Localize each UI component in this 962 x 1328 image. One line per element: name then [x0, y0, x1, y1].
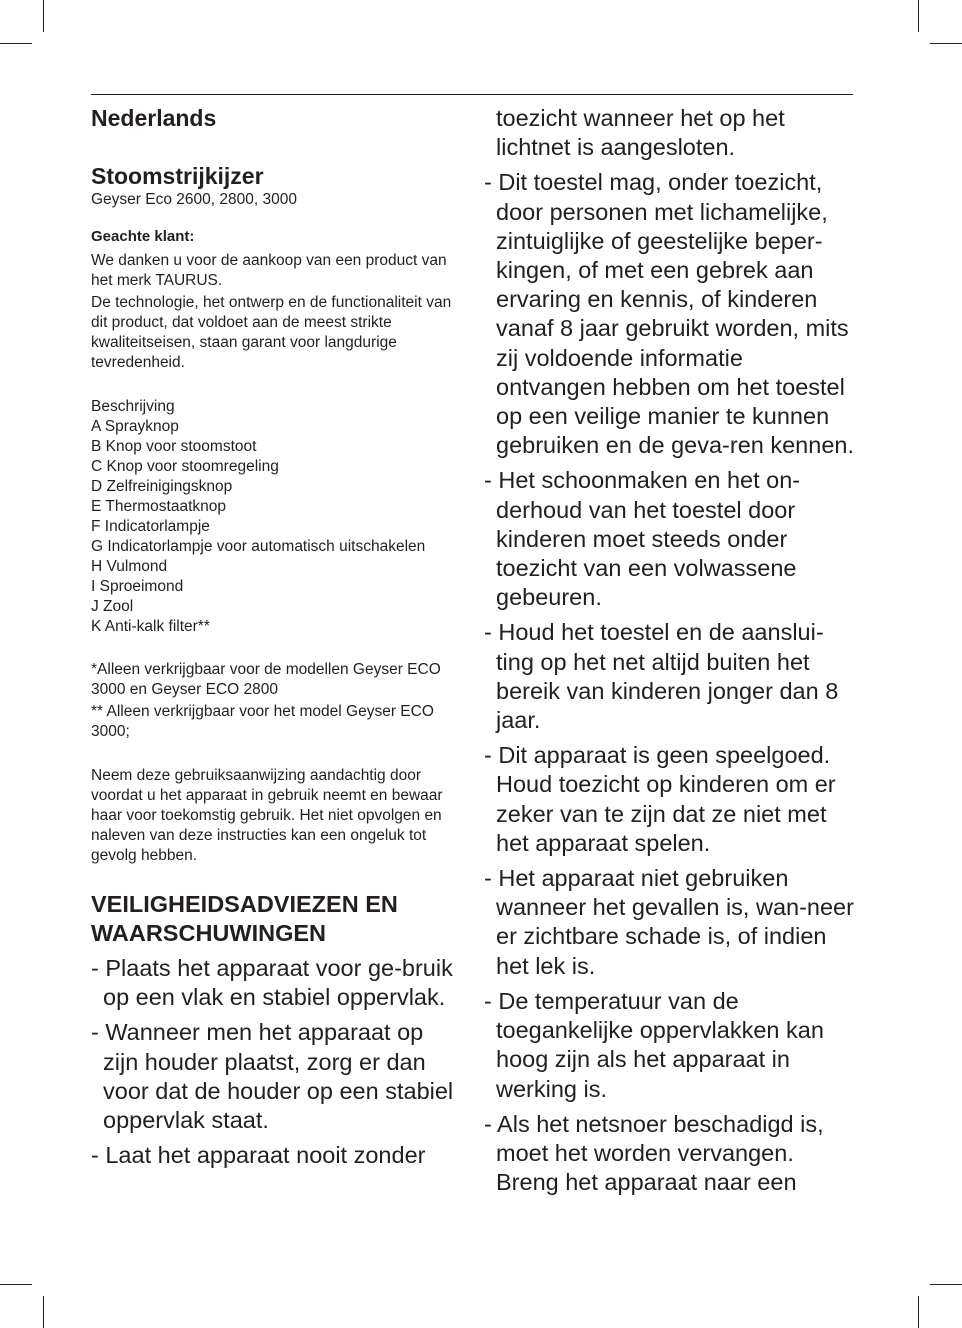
safety-list-right	[484, 168, 856, 1197]
intro-paragraph: We danken u voor de aankoop van een product van het merk TAURUS.	[91, 252, 447, 289]
left-column	[91, 104, 463, 1176]
description-item: K Anti-kalk filter**	[91, 618, 210, 635]
description-item: C Knop voor stoomregeling	[91, 458, 279, 475]
crop-mark-top-right-h	[930, 43, 962, 44]
language-title: Nederlands	[91, 105, 217, 131]
description-item: H Vulmond	[91, 558, 168, 575]
safety-item: - Het apparaat niet gebruiken wanneer het gevallen is, wan-neer er zichtbare schade is, of indien het lek is.	[484, 865, 854, 979]
crop-mark-bottom-right-v	[918, 1296, 919, 1328]
intro-paragraph: De technologie, het ontwerp en de functionaliteit van dit product, dat voldoet aan de meest strikte kwaliteitseisen, staan garant voor langdurige tevredenheid.	[91, 294, 452, 371]
description-item: F Indicatorlampje	[91, 518, 210, 535]
safety-item-continuation: toezicht wanneer het op het lichtnet is aangesloten.	[496, 105, 785, 161]
safety-item: - Houd het toestel en de aanslui-ting op het net altijd buiten het bereik van kinderen jonger dan 8 jaar.	[484, 619, 839, 734]
safety-item: - Wanneer men het apparaat op zijn houder plaatst, zorg er dan voor dat de houder op een stabiel oppervlak staat.	[91, 1019, 454, 1134]
footnotes	[91, 660, 463, 742]
safety-title: VEILIGHEIDSADVIEZEN EN WAARSCHUWINGEN	[91, 891, 398, 946]
footnote: ** Alleen verkrijgbaar voor het model Geyser ECO 3000;	[91, 703, 434, 740]
description-heading: Beschrijving	[91, 398, 175, 415]
safety-list-left	[91, 954, 463, 1170]
safety-item: - Laat het apparaat nooit zonder	[91, 1142, 426, 1169]
crop-mark-bottom-left-v	[43, 1296, 44, 1328]
crop-mark-bottom-right-h	[930, 1284, 962, 1285]
read-instructions-paragraph: Neem deze gebruiksaanwijzing aandachtig door voordat u het apparaat in gebruik neemt en bewaar haar voor toekomstig gebruik. Het niet opvolgen en naleven van deze instructies kan een ongeluk tot gevolg hebben.	[91, 767, 443, 864]
description-item: A Sprayknop	[91, 418, 179, 435]
description-item: J Zool	[91, 598, 134, 615]
crop-mark-top-left-v	[43, 0, 44, 32]
greeting: Geachte klant:	[91, 228, 195, 245]
description-item: B Knop voor stoomstoot	[91, 438, 257, 455]
description-list	[91, 397, 463, 637]
product-title: Stoomstrijkijzer	[91, 163, 264, 189]
crop-mark-bottom-left-h	[0, 1284, 32, 1285]
description-item: D Zelfreinigingsknop	[91, 478, 233, 495]
footnote: *Alleen verkrijgbaar voor de modellen Geyser ECO 3000 en Geyser ECO 2800	[91, 661, 441, 698]
description-item: G Indicatorlampje voor automatisch uitschakelen	[91, 538, 426, 555]
product-models: Geyser Eco 2600, 2800, 3000	[91, 191, 297, 208]
crop-mark-top-right-v	[918, 0, 919, 32]
safety-item: - Dit apparaat is geen speelgoed. Houd toezicht op kinderen om er zeker van te zijn dat ze niet met het apparaat spelen.	[484, 742, 836, 856]
header-rule	[91, 94, 853, 95]
description-item: I Sproeimond	[91, 578, 184, 595]
safety-item: - Het schoonmaken en het on-derhoud van het toestel door kinderen moet steeds onder toezicht van een volwassene gebeuren.	[484, 467, 801, 611]
safety-item: - Plaats het apparaat voor ge-bruik op een vlak en stabiel oppervlak.	[91, 955, 453, 1011]
crop-mark-top-left-h	[0, 43, 32, 44]
safety-item: - Dit toestel mag, onder toezicht, door personen met lichamelijke, zintuiglijke of geestelijke beper-kingen, of met een gebrek aan ervaring en kennis, of kinderen vanaf 8 jaar gebruikt worden, mits zij voldoende informatie ontvangen hebben om het toestel op een veilige manier te kunnen gebruiken en de geva-ren kennen.	[484, 169, 854, 459]
description-item: E Thermostaatknop	[91, 498, 226, 515]
right-column	[484, 104, 856, 1203]
safety-item: - Als het netsnoer beschadigd is, moet het worden vervangen. Breng het apparaat naar een	[484, 1110, 824, 1196]
safety-item: - De temperatuur van de toegankelijke oppervlakken kan hoog zijn als het apparaat in werking is.	[484, 987, 824, 1102]
